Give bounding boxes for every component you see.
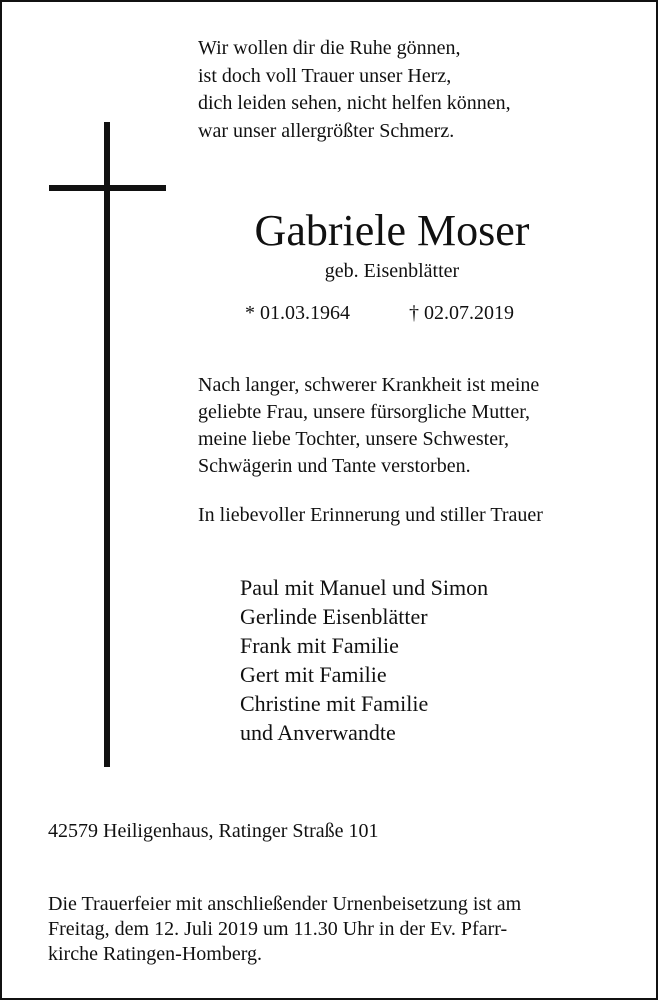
announcement-line: meine liebe Tochter, unsere Schwester, <box>198 428 509 450</box>
cross-icon-horizontal-beam <box>49 185 166 191</box>
survivor-entry: Christine mit Familie <box>240 691 429 716</box>
announcement-text <box>198 372 539 480</box>
family-address: 42579 Heiligenhaus, Ratinger Straße 101 <box>48 820 379 842</box>
service-line: Freitag, dem 12. Juli 2019 um 11.30 Uhr in der Ev. Pfarr- <box>48 918 508 940</box>
survivor-entry: Frank mit Familie <box>240 633 399 658</box>
cross-icon-vertical-beam <box>104 122 110 767</box>
birth-date: * 01.03.1964 <box>245 302 350 324</box>
death-date: † 02.07.2019 <box>409 302 514 324</box>
announcement-line: geliebte Frau, unsere fürsorgliche Mutter, <box>198 401 531 423</box>
poem-line: dich leiden sehen, nicht helfen können, <box>198 92 511 114</box>
announcement-line: Schwägerin und Tante verstorben. <box>198 455 471 477</box>
survivor-entry: Gert mit Familie <box>240 662 387 687</box>
survivors-list <box>240 573 488 747</box>
birth-name: geb. Eisenblätter <box>324 260 460 282</box>
announcement-line: Nach langer, schwerer Krankheit ist meine <box>198 374 540 396</box>
poem-line: war unser allergrößter Schmerz. <box>198 119 455 142</box>
survivor-entry: Paul mit Manuel und Simon <box>240 575 489 600</box>
survivor-entry: und Anverwandte <box>240 720 396 745</box>
survivor-entry: Gerlinde Eisenblätter <box>240 604 428 629</box>
poem-line: ist doch voll Trauer unser Herz, <box>198 64 452 87</box>
deceased-name: Gabriele Moser <box>254 206 530 255</box>
service-line: Die Trauerfeier mit anschließender Urnenbeisetzung ist am <box>48 893 522 915</box>
service-line: kirche Ratingen-Homberg. <box>48 943 263 965</box>
poem-line: Wir wollen dir die Ruhe gönnen, <box>198 37 461 59</box>
funeral-service-info <box>48 892 521 967</box>
remembrance-line: In liebevoller Erinnerung und stiller Trauer <box>198 504 543 526</box>
poem <box>198 35 511 145</box>
